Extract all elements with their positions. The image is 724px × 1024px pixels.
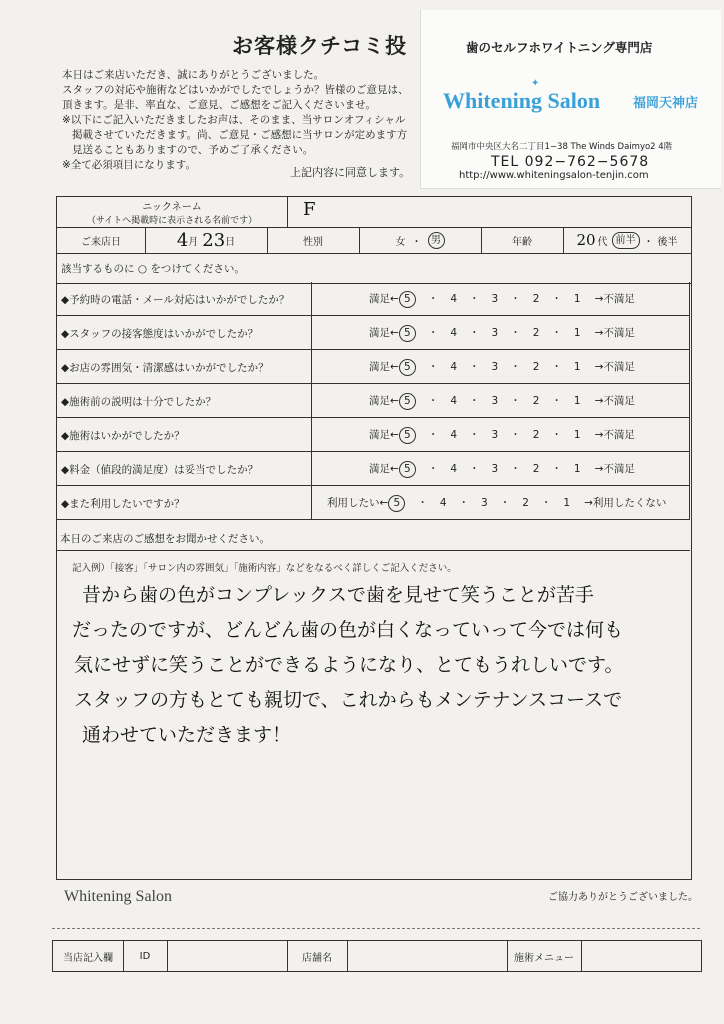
rating-option-5[interactable]: 5 [388,495,405,512]
rating-option-5[interactable]: 5 [399,461,416,478]
scale-separator: ・ [427,395,439,407]
impressions-row [56,524,690,551]
scale-separator: ・ [469,463,480,475]
gender-male[interactable]: 男 [428,232,445,249]
gender-separator: ・ [411,236,422,248]
question-text: ◆お店の雰囲気・清潔感はいかがでしたか？ [61,362,269,374]
question-text: ◆料金（値段的満足度）は妥当でしたか？ [61,464,259,476]
rating-option-2[interactable]: 2 [532,429,540,441]
rating-option-5[interactable]: 5 [399,291,416,308]
rating-scale[interactable] [369,393,635,410]
rating-option-5[interactable]: 5 [399,427,416,444]
scale-separator: ・ [427,429,439,441]
scale-right-label: →不満足 [594,361,635,373]
scale-separator: ・ [499,497,511,509]
age-unit: 代 [597,236,608,248]
menu-label: 施術メニュー [507,941,582,971]
scale-separator: ・ [510,463,521,475]
rating-option-1[interactable]: 1 [573,361,581,373]
scale-separator: ・ [551,327,562,339]
rating-option-3[interactable]: 3 [491,429,499,441]
rating-option-3[interactable]: 3 [491,293,499,305]
rating-option-5[interactable]: 5 [399,393,416,410]
visit-day: 23 [202,229,226,251]
rating-option-3[interactable]: 3 [491,463,499,475]
scale-right-label: →不満足 [594,429,635,441]
age-early[interactable]: 前半 [612,232,640,249]
scale-separator: ・ [510,361,521,373]
footer-logo: Whitening Salon [64,888,172,905]
rating-option-1[interactable]: 1 [563,497,571,509]
scale-left-label: 利用したい← [327,497,389,509]
question-row [56,486,690,520]
nickname-label-line: ニックネーム [142,202,202,213]
card-tagline: 歯のセルフホワイトニング専門店 [466,40,653,55]
rating-option-1[interactable]: 1 [573,327,581,339]
scale-right-label: →不満足 [594,463,635,475]
scale-separator: ・ [510,395,521,407]
intro-line: ※以下にご記入いただきましたお声は、そのまま、当サロンオフィシャル [62,114,406,126]
comment-line: スタッフの方もとても親切で、これからもメンテナンスコースで [74,689,623,711]
scale-separator: ・ [417,497,428,509]
id-field[interactable] [167,941,288,971]
scale-separator: ・ [427,463,439,475]
intro-line: 掲載させていただきます。尚、ご意見・ご感想に当サロンが定めます方 [72,129,408,141]
scale-separator: ・ [510,429,521,441]
rating-option-5[interactable]: 5 [399,325,416,342]
store-use-label: 当店記入欄 [53,941,124,971]
instruction-row [57,253,691,284]
rating-scale[interactable] [369,359,635,376]
age-value: 20 [576,231,596,249]
scale-separator: ・ [427,361,439,373]
card-url: http://www.whiteningsalon-tenjin.com [459,170,649,181]
question-divider [311,282,312,315]
rating-option-4[interactable]: 4 [450,327,457,339]
scale-separator: ・ [551,429,562,441]
scale-right-label: →不満足 [594,293,635,305]
card-address: 福岡市中央区大名二丁目1−38 The Winds Daimyo2 4階 [451,142,673,152]
nickname-value[interactable]: F [303,199,316,220]
question-text: ◆また利用したいですか？ [61,498,185,510]
comment-line: 昔から歯の色がコンプレックスで歯を見せて笑うことが苦手 [82,584,594,606]
question-divider [311,418,312,451]
scale-separator: ・ [551,293,562,305]
nickname-label-sub: （サイトへ掲載時に表示される名前です） [86,216,258,226]
comment-text[interactable] [72,578,624,753]
scale-separator: ・ [469,327,480,339]
instruction-text: 該当するものに ○ をつけてください。 [61,263,245,275]
scale-right-label: →不満足 [594,395,635,407]
rating-scale[interactable] [369,325,635,342]
scale-separator: ・ [540,497,552,509]
scale-left-label: 満足← [369,293,399,305]
rating-scale[interactable] [369,461,635,478]
visit-month: 4 [176,229,189,251]
rating-option-2[interactable]: 2 [532,395,540,407]
age-options[interactable] [563,227,691,253]
question-divider [311,384,312,417]
age-separator: ・ [643,236,654,248]
rating-option-4[interactable]: 4 [450,395,457,407]
card-tel: TEL 092−762−5678 [491,154,650,170]
rating-option-2[interactable]: 2 [522,497,529,509]
rating-option-2[interactable]: 2 [532,293,540,305]
comment-line: だったのですが、どんどん歯の色が白くなっていって今では何も [72,619,624,641]
rating-option-1[interactable]: 1 [573,395,581,407]
page-title: お客様クチコミ投 [232,34,408,58]
salon-card [420,10,721,189]
cut-line [52,928,700,929]
question-text: ◆スタッフの接客態度はいかがでしたか？ [61,328,259,340]
branch-name: 福岡天神店 [633,96,699,111]
intro-line: 頂きます。是非、率直な、ご意見、ご感想をご記入くださいませ。 [62,99,376,111]
agree-text: 上記内容に同意します。 [290,166,411,179]
scale-separator: ・ [469,361,480,373]
id-label: ID [123,941,168,971]
scale-separator: ・ [469,395,480,407]
age-label: 年齢 [481,227,564,253]
rating-option-3[interactable]: 3 [481,497,488,509]
scale-separator: ・ [458,497,469,509]
rating-option-2[interactable]: 2 [532,327,540,339]
question-divider [311,452,312,485]
intro-line: ※全て必須項目になります。 [62,159,196,171]
question-divider [311,316,312,349]
rating-scale[interactable] [369,291,635,308]
menu-field[interactable] [581,941,701,971]
sparkle-icon: ✦ [531,78,540,89]
rating-option-4[interactable]: 4 [439,497,447,509]
question-row [56,418,690,452]
question-row [56,452,690,486]
question-text: ◆予約時の電話・メール対応はいかがでしたか？ [61,294,290,306]
comment-line: 通わせていただきます！ [82,724,292,746]
rating-scale[interactable] [327,495,666,512]
intro-text [62,68,442,173]
gender-label: 性別 [267,227,360,253]
rating-option-1[interactable]: 1 [573,293,581,305]
rating-option-4[interactable]: 4 [450,361,457,373]
nickname-label [57,197,288,227]
visit-month-unit: 月 [188,236,199,248]
scale-separator: ・ [551,463,562,475]
question-row [56,384,690,418]
scale-right-label: →利用したくない [584,497,667,509]
scale-separator: ・ [510,327,521,339]
gender-female[interactable]: 女 [395,236,406,248]
scale-left-label: 満足← [369,361,399,373]
comment-line: 気にせずに笑うことができるようになり、とてもうれしいです。 [74,654,624,676]
rating-option-5[interactable]: 5 [399,359,416,376]
intro-line: 本日はご来店いただき、誠にありがとうございました。 [62,69,325,81]
scale-separator: ・ [427,293,439,305]
rating-option-2[interactable]: 2 [532,463,540,475]
scale-separator: ・ [551,395,562,407]
rating-option-4[interactable]: 4 [450,463,457,475]
store-name-label: 店舗名 [287,941,348,971]
scale-left-label: 満足← [369,327,399,339]
thanks-text: ご協力ありがとうございました。 [548,892,698,903]
intro-line: スタッフの対応や施術などはいかがでしたでしょうか？皆様のご意見は、 [62,84,409,96]
example-text: 記入例）「接客」「サロン内の雰囲気」「施術内容」などをなるべく詳しくご記入ください。 [72,563,457,574]
gender-options[interactable] [359,227,482,253]
rating-option-3[interactable]: 3 [491,327,499,339]
impressions-label: 本日のご来店のご感想をお聞かせください。 [60,533,270,545]
visit-date[interactable] [145,227,268,253]
rating-option-1[interactable]: 1 [573,429,581,441]
scale-separator: ・ [469,293,480,305]
scale-separator: ・ [510,293,521,305]
scale-separator: ・ [551,361,562,373]
intro-line: 見送ることもありますので、予めご了承ください。 [72,144,314,156]
scale-left-label: 満足← [369,395,399,407]
question-text: ◆施術はいかがでしたか？ [61,430,185,442]
question-text: ◆施術前の説明は十分でしたか？ [61,396,217,408]
visit-label: ご来店日 [57,227,146,253]
question-row [56,350,690,384]
nickname-row [57,197,691,228]
question-row [56,282,690,316]
rating-option-1[interactable]: 1 [573,463,581,475]
rating-scale[interactable] [369,427,635,444]
visit-day-unit: 日 [225,236,236,248]
store-name-field[interactable] [347,941,508,971]
brand-logo: Whitening Salon [443,88,601,113]
scale-separator: ・ [469,429,480,441]
question-divider [311,486,312,519]
rating-option-3[interactable]: 3 [491,361,499,373]
rating-option-4[interactable]: 4 [450,293,457,305]
question-divider [311,350,312,383]
scale-left-label: 満足← [369,463,399,475]
question-row [56,316,690,350]
scale-separator: ・ [427,327,439,339]
scale-right-label: →不満足 [594,327,635,339]
age-late[interactable]: 後半 [657,236,678,248]
rating-option-2[interactable]: 2 [532,361,540,373]
store-use-row [52,940,702,972]
scale-left-label: 満足← [369,429,399,441]
visit-row [57,227,691,254]
rating-option-4[interactable]: 4 [450,429,457,441]
rating-option-3[interactable]: 3 [491,395,499,407]
